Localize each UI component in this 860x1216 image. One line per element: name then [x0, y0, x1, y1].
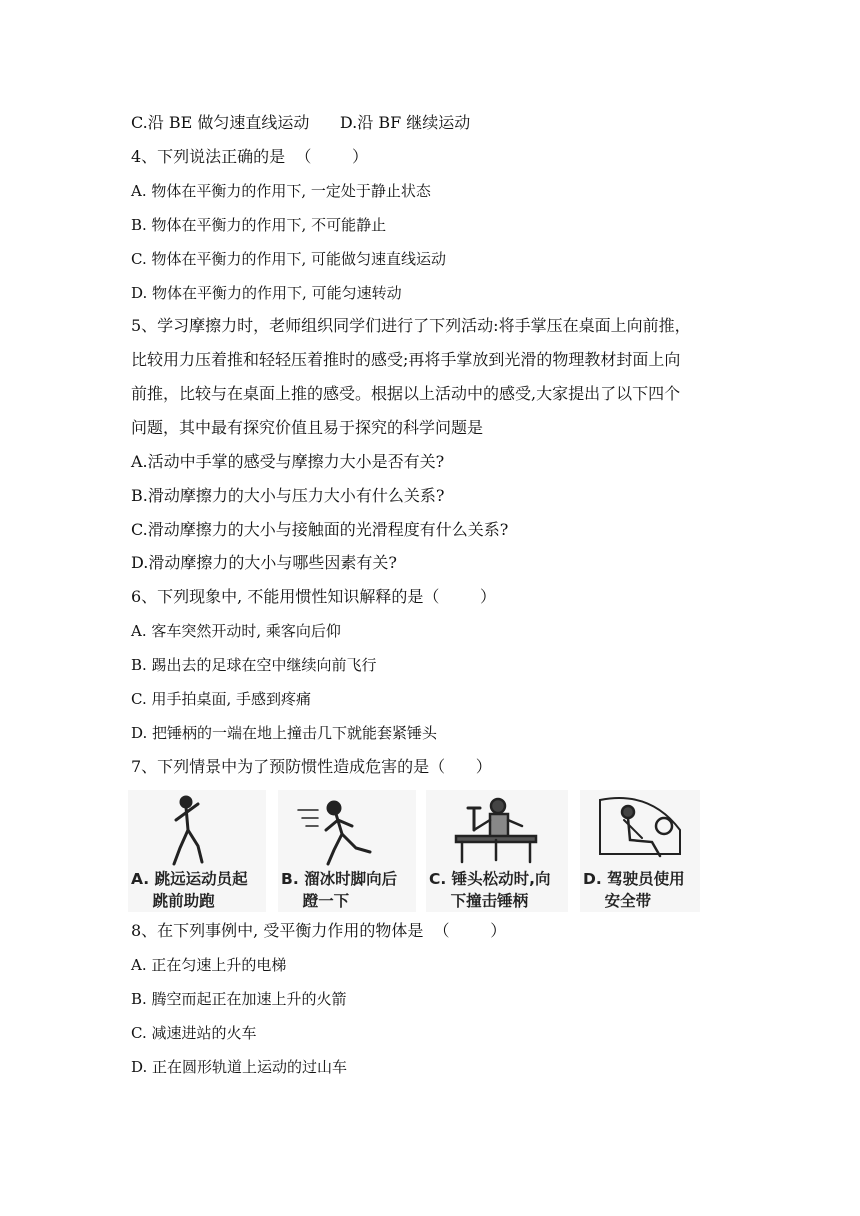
q5-option-a: A.活动中手掌的感受与摩擦力大小是否有关? — [131, 452, 445, 471]
driver-seatbelt-drawing — [580, 790, 700, 870]
figure-long-jump — [128, 790, 266, 912]
q8-option-a: A. 正在匀速上升的电梯 — [131, 956, 287, 974]
figure-seatbelt — [580, 790, 700, 912]
q5-option-c: C.滑动摩擦力的大小与接触面的光滑程度有什么关系? — [131, 520, 509, 539]
q6-option-a: A. 客车突然开动时, 乘客向后仰 — [131, 622, 341, 640]
q6-option-d: D. 把锤柄的一端在地上撞击几下就能套紧锤头 — [131, 724, 438, 742]
figure-hammer — [426, 790, 568, 912]
q5-stem-line-4: 问题，其中最有探究价值且易于探究的科学问题是 — [131, 418, 484, 437]
q3-options-cd: C.沿 BE 做匀速直线运动 D.沿 BF 继续运动 — [131, 113, 471, 132]
figure-b-caption: B. 溜冰时脚向后 蹬一下 — [281, 870, 398, 910]
q8-option-c: C. 减速进站的火车 — [131, 1024, 257, 1042]
figure-a-caption: A. 跳远运动员起 跳前助跑 — [131, 870, 248, 910]
q7-stem: 7、下列情景中为了预防惯性造成危害的是（ ） — [131, 757, 492, 776]
q4-stem: 4、下列说法正确的是 （ ） — [131, 147, 369, 166]
q5-stem-line-3: 前推，比较与在桌面上推的感受。根据以上活动中的感受,大家提出了以下四个 — [131, 384, 681, 403]
figure-c-caption: C. 锤头松动时,向 下撞击锤柄 — [429, 870, 551, 910]
q4-option-b: B. 物体在平衡力的作用下, 不可能静止 — [131, 216, 387, 234]
q8-stem: 8、在下列事例中, 受平衡力作用的物体是 （ ） — [131, 921, 507, 940]
q6-option-b: B. 踢出去的足球在空中继续向前飞行 — [131, 656, 377, 674]
q5-option-d: D.滑动摩擦力的大小与哪些因素有关? — [131, 553, 397, 572]
q8-option-d: D. 正在圆形轨道上运动的过山车 — [131, 1058, 348, 1076]
q4-option-c: C. 物体在平衡力的作用下, 可能做匀速直线运动 — [131, 250, 447, 268]
skater-drawing — [278, 790, 416, 870]
hammer-bench-drawing — [426, 790, 568, 870]
q6-stem: 6、下列现象中, 不能用惯性知识解释的是（ ） — [131, 587, 497, 606]
q5-stem-line-2: 比较用力压着推和轻轻压着推时的感受;再将手掌放到光滑的物理教材封面上向 — [131, 350, 681, 369]
figure-skating — [278, 790, 416, 912]
long-jumper-drawing — [128, 790, 266, 870]
q4-option-d: D. 物体在平衡力的作用下, 可能匀速转动 — [131, 284, 402, 302]
q5-stem-line-1: 5、学习摩擦力时，老师组织同学们进行了下列活动:将手掌压在桌面上向前推， — [131, 316, 691, 335]
q7-figure-row — [128, 790, 700, 912]
q5-option-b: B.滑动摩擦力的大小与压力大小有什么关系? — [131, 486, 445, 505]
q8-option-b: B. 腾空而起正在加速上升的火箭 — [131, 990, 347, 1008]
figure-d-caption: D. 驾驶员使用 安全带 — [583, 870, 685, 910]
q4-option-a: A. 物体在平衡力的作用下, 一定处于静止状态 — [131, 182, 431, 200]
q6-option-c: C. 用手拍桌面, 手感到疼痛 — [131, 690, 312, 708]
